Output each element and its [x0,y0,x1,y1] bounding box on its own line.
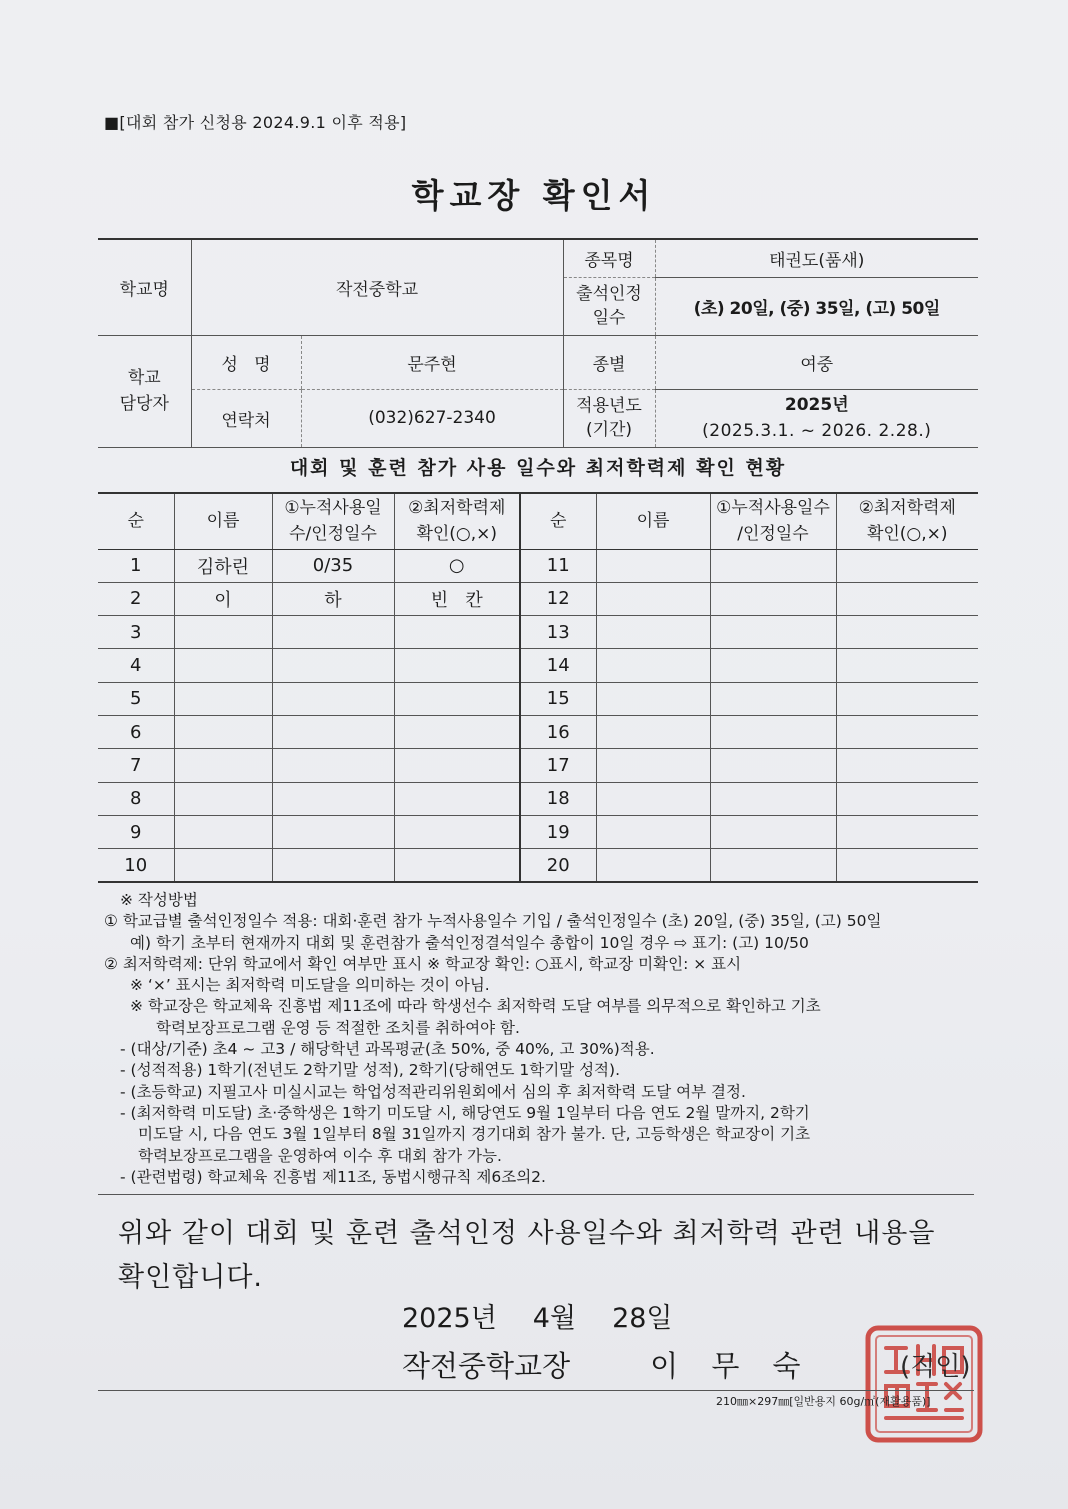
row-no: 8 [98,782,174,815]
row-r-days [710,582,836,615]
row-check [394,616,520,649]
row-name [174,616,272,649]
year-label: 적용년도 (기간) [563,389,655,447]
header-no: 순 [98,493,174,549]
row-days [272,749,394,782]
event-label: 종목명 [563,239,655,277]
row-no: 5 [98,682,174,715]
header-r-days: ①누적사용일수 /인정일수 [710,493,836,549]
row-r-no: 18 [520,782,596,815]
note-line: - (관련법령) 학교체육 진흥법 제11조, 동법시행규칙 제6조의2. [120,1167,546,1186]
table-row [98,715,978,748]
note-line: - (대상/기준) 초4 ~ 고3 / 해당학년 과목평균(초 50%, 중 40%, 고 30%)적용. [120,1040,655,1059]
row-r-name [596,649,710,682]
row-check [394,682,520,715]
note-line: 예) 학기 초부터 현재까지 대회 및 훈련참가 출석인정결석일수 총합이 10일 경우 ⇨ 표기: (고) 10/50 [130,933,809,952]
row-name [174,715,272,748]
row-name [174,682,272,715]
table-row [98,616,978,649]
gender-value: 여중 [655,335,978,389]
row-r-no: 13 [520,616,596,649]
row-r-no: 12 [520,582,596,615]
row-no: 10 [98,849,174,882]
note-line: 미도달 시, 다음 연도 3월 1일부터 8월 31일까지 경기대회 참가 불가. 단, 고등학생은 학교장이 기초 [138,1125,811,1144]
row-r-check [836,616,978,649]
row-r-check [836,749,978,782]
row-no: 4 [98,649,174,682]
row-days [272,682,394,715]
row-r-no: 17 [520,749,596,782]
row-r-no: 19 [520,815,596,848]
row-r-check [836,582,978,615]
row-r-name [596,815,710,848]
row-r-days [710,715,836,748]
row-r-check [836,549,978,582]
table-row [98,849,978,882]
row-r-name [596,782,710,815]
row-r-days [710,682,836,715]
row-r-check [836,849,978,882]
note-line: - (초등학교) 지필고사 미실시교는 학업성적관리위원회에서 심의 후 최저학력 도달 여부 결정. [120,1082,746,1101]
note-line: ※ 작성방법 [120,891,198,909]
table-row [98,549,978,582]
school-name-label: 학교명 [98,239,191,335]
row-r-no: 20 [520,849,596,882]
year-value [655,389,978,447]
section-title: 대회 및 훈련 참가 사용 일수와 최저학력제 확인 현황 [289,457,787,479]
header-check: ②최저학력제 확인(○,×) [394,493,520,549]
note-line: ② 최저학력제: 단위 학교에서 확인 여부만 표시 ※ 학교장 확인: ○표시, 학교장 미확인: × 표시 [104,954,742,973]
note-line: ※ ‘×’ 표시는 최저학력 미도달을 의미하는 것이 아님. [130,976,490,995]
table-row [98,782,978,815]
row-check [394,782,520,815]
header-days: ①누적사용일 수/인정일수 [272,493,394,549]
row-check [394,749,520,782]
school-name-value: 작전중학교 [191,239,563,335]
row-r-days [710,815,836,848]
table-row [98,649,978,682]
row-r-name [596,849,710,882]
row-no: 1 [98,549,174,582]
row-no: 2 [98,582,174,615]
row-name [174,749,272,782]
row-no: 6 [98,715,174,748]
gender-label: 종별 [563,335,655,389]
roster-table [98,492,978,883]
attendance-value: (초) 20일, (중) 35일, (고) 50일 [655,277,978,335]
year-text: 2025년 [784,395,849,415]
row-r-check [836,715,978,748]
row-days: 하 [272,582,394,615]
note-line: ※ 학교장은 학교체육 진흥법 제11조에 따라 학생선수 최저학력 도달 여부를 의무적으로 확인하고 기초 [130,997,821,1016]
row-r-days [710,549,836,582]
row-r-name [596,582,710,615]
divider [98,1194,974,1195]
row-r-check [836,782,978,815]
row-r-no: 15 [520,682,596,715]
event-value: 태권도(품새) [655,239,978,277]
row-r-days [710,849,836,882]
issue-date: 2025년 4월 28일 [402,1303,673,1334]
row-r-name [596,715,710,748]
table-row [98,749,978,782]
row-check: ○ [394,549,520,582]
table-row [98,582,978,615]
row-r-check [836,682,978,715]
row-r-days [710,649,836,682]
table-row [98,815,978,848]
row-r-days [710,782,836,815]
period-text: (2025.3.1. ~ 2026. 2.28.) [702,421,932,441]
person-name-value: 문주현 [301,335,563,389]
writing-guide [104,890,984,1188]
manager-label: 학교 담당자 [98,335,191,447]
bottom-divider [98,1390,974,1391]
row-check: 빈 칸 [394,582,520,615]
principal-signature: 작전중학교장 이 무 숙 [402,1349,813,1383]
row-check [394,649,520,682]
row-r-days [710,749,836,782]
row-r-name [596,749,710,782]
page-title: 학교장 확인서 [411,176,657,215]
row-check [394,715,520,748]
person-name-label: 성 명 [191,335,301,389]
row-r-days [710,616,836,649]
note-line: - (최저학력 미도달) 초·중학생은 1학기 미도달 시, 해당연도 9월 1일부터 다음 연도 2월 말까지, 2학기 [120,1103,810,1122]
note-line: 학력보장프로그램 운영 등 적절한 조치를 취하여야 함. [156,1018,520,1037]
row-no: 9 [98,815,174,848]
note-line: - (성적적용) 1학기(전년도 2학기말 성적), 2학기(당해연도 1학기말 성적). [120,1061,620,1080]
row-r-check [836,649,978,682]
row-r-check [836,815,978,848]
row-days [272,715,394,748]
row-r-name [596,682,710,715]
row-days [272,616,394,649]
row-days: 0/35 [272,549,394,582]
row-name [174,849,272,882]
row-days [272,782,394,815]
row-name: 김하린 [174,549,272,582]
row-check [394,849,520,882]
row-days [272,849,394,882]
table-row [98,682,978,715]
row-r-name [596,616,710,649]
header-r-no: 순 [520,493,596,549]
row-r-name [596,549,710,582]
apply-note: ■[대회 참가 신청용 2024.9.1 이후 적용] [104,113,407,132]
row-check [394,815,520,848]
official-seal-icon [862,1322,986,1446]
contact-value: (032)627-2340 [301,389,563,447]
confirmation-text: 위와 같이 대회 및 훈련 출석인정 사용일수와 최저학력 관련 내용을 확인합니다. [118,1218,936,1293]
row-days [272,815,394,848]
seal-label: (직인) [900,1352,971,1382]
header-r-check: ②최저학력제 확인(○,×) [836,493,978,549]
contact-label: 연락처 [191,389,301,447]
row-no: 7 [98,749,174,782]
note-line: 학력보장프로그램을 운영하여 이수 후 대회 참가 가능. [138,1146,502,1165]
row-name [174,649,272,682]
row-no: 3 [98,616,174,649]
attendance-label: 출석인정 일수 [563,277,655,335]
header-name: 이름 [174,493,272,549]
row-name: 이 [174,582,272,615]
header-r-name: 이름 [596,493,710,549]
row-name [174,782,272,815]
row-r-no: 16 [520,715,596,748]
row-r-no: 11 [520,549,596,582]
row-name [174,815,272,848]
row-days [272,649,394,682]
paper-size-note: 210㎜×297㎜[일반용지 60g/㎡(재활용품)] [716,1395,931,1408]
school-info-table [98,238,978,448]
row-r-no: 14 [520,649,596,682]
note-line: ① 학교급별 출석인정일수 적용: 대회·훈련 참가 누적사용일수 기입 / 출석인정일수 (초) 20일, (중) 35일, (고) 50일 [104,912,882,931]
